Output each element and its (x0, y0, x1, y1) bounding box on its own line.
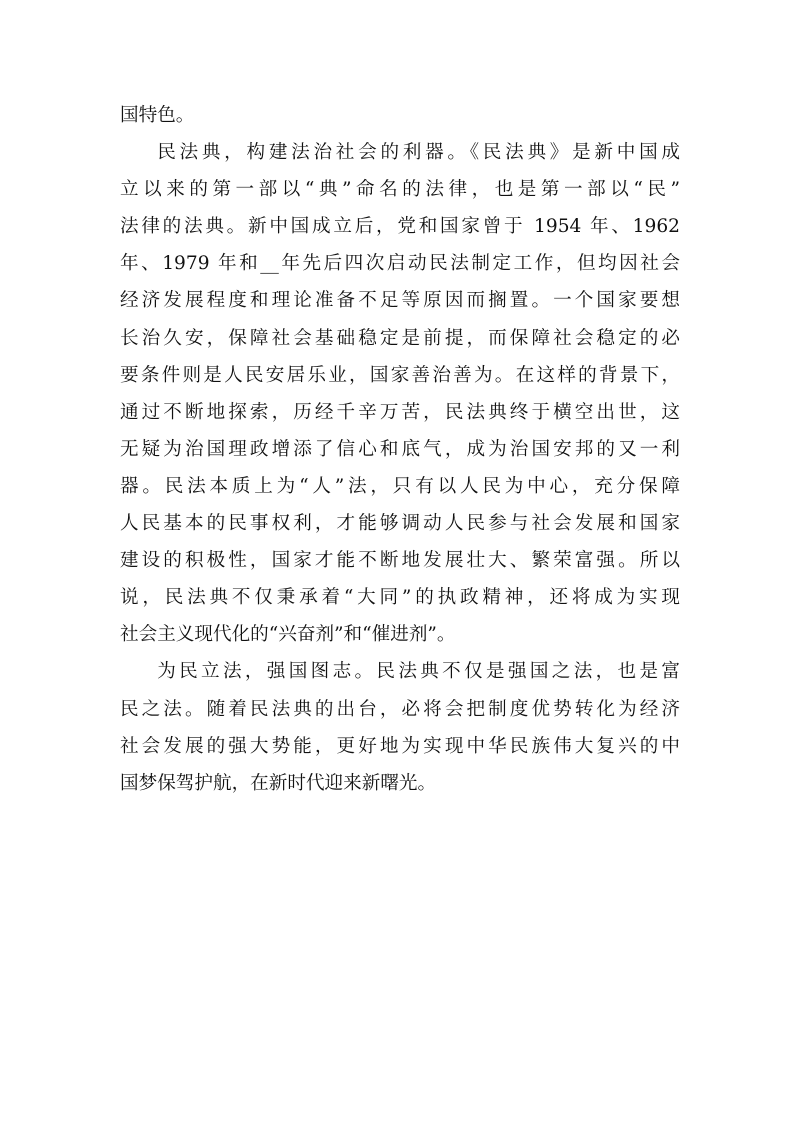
text-line: 社会主义现代化的“兴奋剂”和“催进剂”。 (120, 624, 456, 646)
text-line: 年、1979 年和__年先后四次启动民法制定工作，但均因社会 (120, 253, 680, 275)
text-line: 立以来的第一部以“典”命名的法律，也是第一部以“民” (120, 179, 680, 201)
text-line: 说，民法典不仅秉承着“大同”的执政精神，还将成为实现 (120, 587, 680, 609)
text-line: 为民立法，强国图志。民法典不仅是强国之法，也是富 (157, 661, 680, 683)
text-line: 民法典，构建法治社会的利器。《民法典》是新中国成 (157, 142, 680, 164)
text-line: 经济发展程度和理论准备不足等原因而搁置。一个国家要想 (120, 290, 680, 312)
text-line: 国梦保驾护航，在新时代迎来新曙光。 (120, 772, 437, 794)
text-line: 国特色。 (120, 105, 195, 126)
text-line: 长治久安，保障社会基础稳定是前提，而保障社会稳定的必 (120, 327, 680, 349)
text-line: 法律的法典。新中国成立后，党和国家曾于 1954 年、1962 (120, 216, 680, 238)
text-line: 要条件则是人民安居乐业，国家善治善为。在这样的背景下， (120, 364, 680, 386)
text-line: 建设的积极性，国家才能不断地发展壮大、繁荣富强。所以 (120, 550, 680, 572)
text-line: 器。民法本质上为“人”法，只有以人民为中心，充分保障 (120, 475, 680, 497)
text-line: 通过不断地探索，历经千辛万苦，民法典终于横空出世，这 (120, 401, 680, 423)
text-line: 民之法。随着民法典的出台，必将会把制度优势转化为经济 (120, 698, 680, 720)
text-line: 人民基本的民事权利，才能够调动人民参与社会发展和国家 (120, 513, 680, 535)
text-line: 无疑为治国理政增添了信心和底气，成为治国安邦的又一利 (120, 438, 680, 460)
document-body (120, 97, 680, 802)
text-line: 社会发展的强大势能，更好地为实现中华民族伟大复兴的中 (120, 735, 680, 757)
